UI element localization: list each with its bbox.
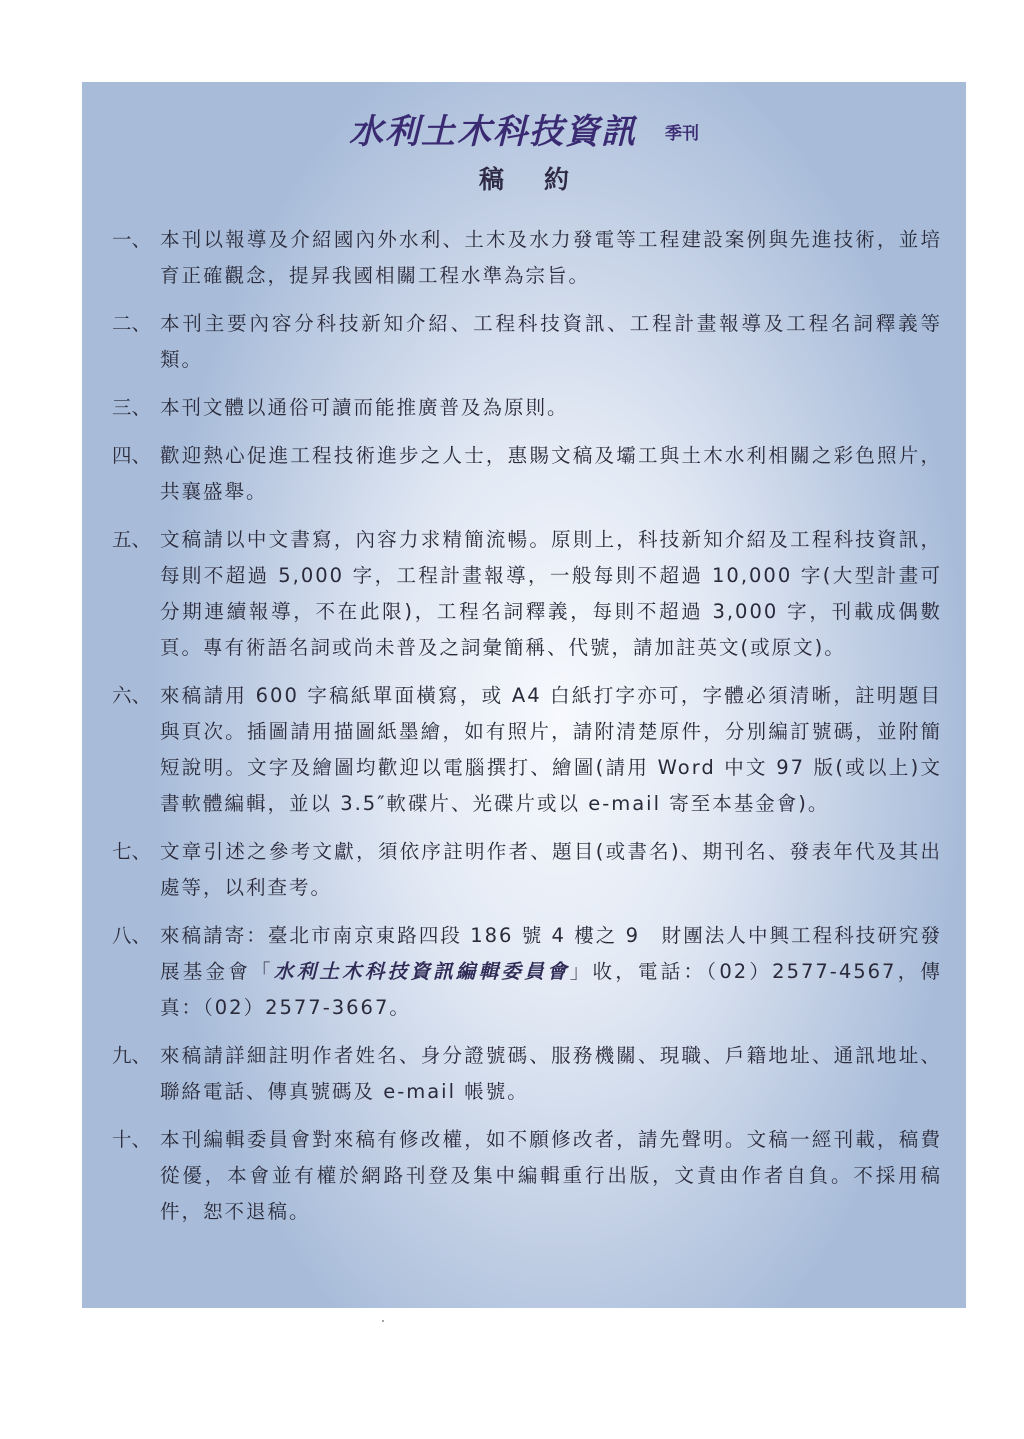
journal-title: 水利土木科技資訊 <box>349 112 637 152</box>
title-row <box>82 104 966 153</box>
rule-number: 六、 <box>112 684 152 707</box>
committee-name: 水利土木科技資訊編輯委員會 <box>273 960 570 983</box>
rule-number: 三、 <box>112 396 152 419</box>
rule-text <box>160 918 942 1026</box>
rule-text: 本刊編輯委員會對來稿有修改權，如不願修改者，請先聲明。文稿一經刊載，稿費從優，本會並有權於網路刊登及集中編輯重行出版，文責由作者自負。不採用稿件，恕不退稿。 <box>160 1128 942 1223</box>
rule-number: 四、 <box>112 444 152 467</box>
rule-number: 五、 <box>112 528 152 551</box>
rule-item <box>112 390 942 426</box>
rule-item <box>112 678 942 822</box>
rule-number: 七、 <box>112 840 152 863</box>
rule-item <box>112 438 942 510</box>
section-heading: 稿約 <box>478 165 609 194</box>
rule-item <box>112 918 942 1026</box>
rule-item <box>112 834 942 906</box>
rule-text: 來稿請詳細註明作者姓名、身分證號碼、服務機關、現職、戶籍地址、通訊地址、聯絡電話、傳真號碼及 e-mail 帳號。 <box>160 1044 942 1103</box>
scan-speck <box>382 1320 384 1322</box>
rule-item <box>112 1038 942 1110</box>
rule-item <box>112 222 942 294</box>
rule-number: 二、 <box>112 312 152 335</box>
rule-item <box>112 522 942 666</box>
rule-number: 十、 <box>112 1128 152 1151</box>
rules-list <box>112 222 942 1242</box>
rule-number: 九、 <box>112 1044 152 1067</box>
address-text: 來稿請寄：臺北市南京東路四段 186 號 4 樓之 9 財團法人中興工程科技研究發展基金會「 <box>160 924 942 983</box>
rule-text: 本刊主要內容分科技新知介紹、工程科技資訊、工程計畫報導及工程名詞釋義等類。 <box>160 312 942 371</box>
rule-text: 文章引述之參考文獻，須依序註明作者、題目(或書名)、期刊名、發表年代及其出處等，以利查考。 <box>160 840 942 899</box>
rule-text: 文稿請以中文書寫，內容力求精簡流暢。原則上，科技新知介紹及工程科技資訊，每則不超過 5,000 字，工程計畫報導，一般每則不超過 10,000 字(大型計畫可分期連續報導，不在此限)，工程名詞釋義，每則不超過 3,000 字，刊載成偶數頁。專有術語名詞或尚未普及之詞彙簡稱、代號，請加註英文(或原文)。 <box>160 528 942 659</box>
rule-number: 一、 <box>112 228 152 251</box>
contact-text: 」收，電話：（02）2577-4567，傳真：（02）2577-3667。 <box>160 960 942 1019</box>
journal-frequency-tag: 季刊 <box>665 124 699 144</box>
rule-item <box>112 306 942 378</box>
submission-guidelines-panel <box>82 82 966 1308</box>
rule-text: 歡迎熱心促進工程技術進步之人士，惠賜文稿及壩工與土木水利相關之彩色照片，共襄盛舉。 <box>160 444 942 503</box>
rule-text: 來稿請用 600 字稿紙單面橫寫，或 A4 白紙打字亦可，字體必須清晰，註明題目與頁次。插圖請用描圖紙墨繪，如有照片，請附清楚原件，分別編訂號碼，並附簡短說明。文字及繪圖均歡迎以電腦撰打、繪圖(請用 Word 中文 97 版(或以上)文書軟體編輯，並以 3.5″軟碟片、光碟片或以 e-mail 寄至本基金會)。 <box>160 684 942 815</box>
rule-text: 本刊文體以通俗可讀而能推廣普及為原則。 <box>160 396 569 419</box>
rule-number: 八、 <box>112 924 152 947</box>
rule-text: 本刊以報導及介紹國內外水利、土木及水力發電等工程建設案例與先進技術，並培育正確觀念，提昇我國相關工程水準為宗旨。 <box>160 228 942 287</box>
rule-item <box>112 1122 942 1230</box>
